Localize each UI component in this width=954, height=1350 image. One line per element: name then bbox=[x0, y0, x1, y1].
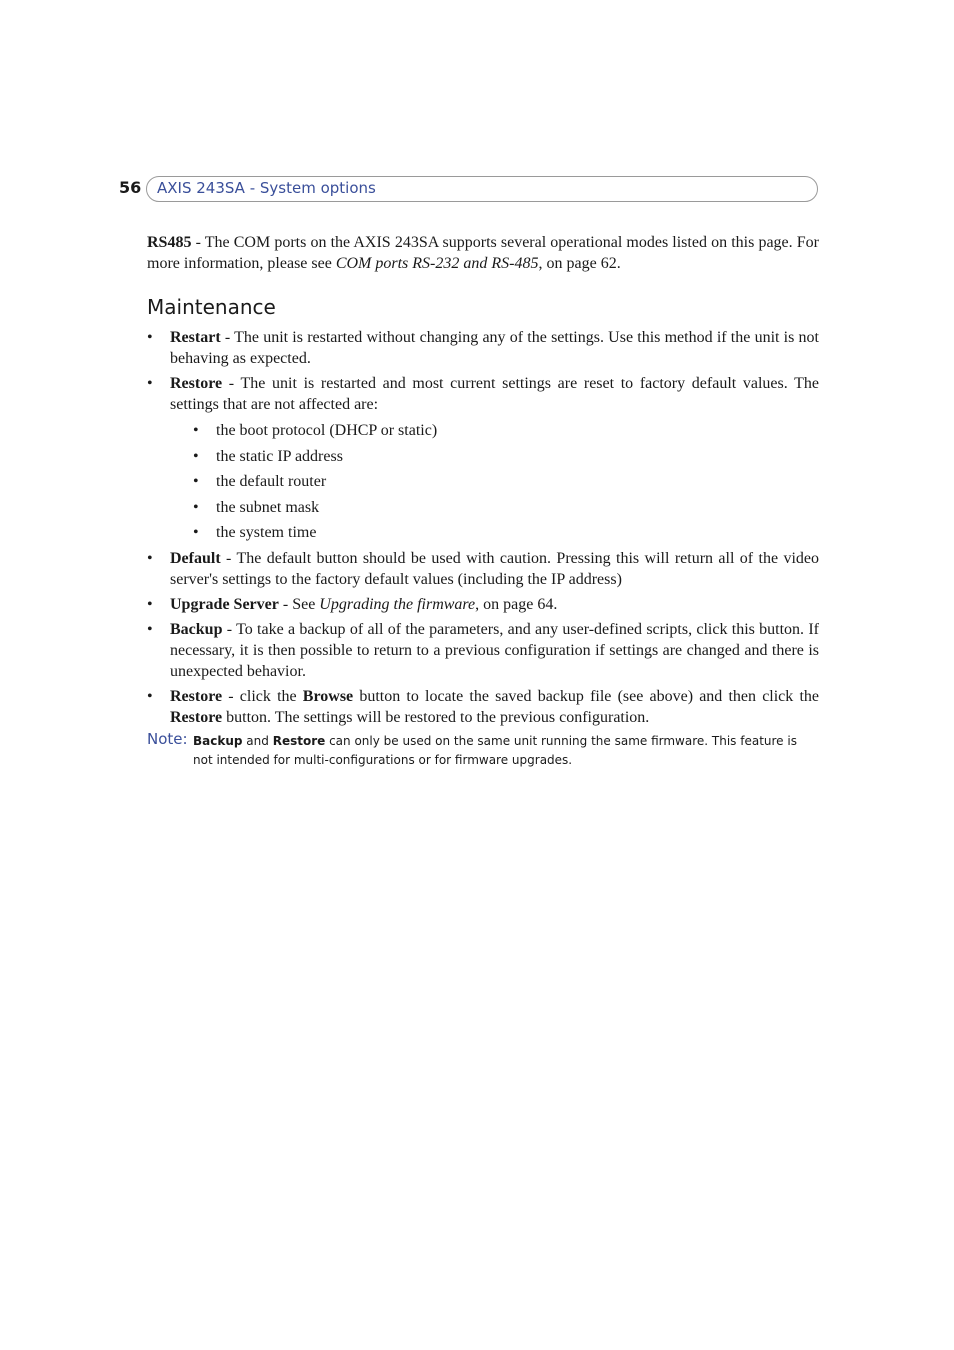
rs485-text: - The COM ports on the AXIS 243SA supports several operational modes listed on this page. For more information, please see bbox=[147, 234, 819, 272]
restore-backup-label: Restore bbox=[170, 687, 223, 705]
unaffected-settings-list bbox=[170, 420, 819, 543]
restore-defaults-text: - The unit is restarted and most current settings are reset to factory default values. The settings that are not affected are: bbox=[170, 375, 819, 413]
page-content bbox=[147, 232, 819, 770]
note-and: and bbox=[242, 733, 273, 748]
note-label: Note: bbox=[147, 729, 188, 748]
list-item: • the static IP address bbox=[193, 446, 819, 467]
com-ports-reference[interactable]: COM ports RS-232 and RS-485 bbox=[335, 255, 539, 272]
upgrading-firmware-reference[interactable]: Upgrading the firmware bbox=[319, 595, 476, 613]
restart-text: - The unit is restarted without changing any of the settings. Use this method if the unit is not behaving as expected. bbox=[170, 329, 819, 367]
list-item-default bbox=[147, 548, 819, 590]
page-number: 56 bbox=[119, 178, 142, 197]
header-title: AXIS 243SA - System options bbox=[157, 179, 376, 197]
section-heading-maintenance: Maintenance bbox=[147, 295, 276, 319]
browse-button-name: Browse bbox=[302, 687, 354, 705]
restore-backup-text: - click the bbox=[222, 687, 303, 705]
default-label: Default bbox=[170, 549, 221, 567]
rs485-label: RS485 bbox=[147, 234, 192, 251]
rs485-page-ref: , on page 62. bbox=[538, 255, 621, 272]
restore-button-name: Restore bbox=[170, 708, 223, 726]
list-item-backup bbox=[147, 619, 819, 682]
upgrade-server-label: Upgrade Server bbox=[170, 595, 279, 613]
note-restore: Restore bbox=[272, 733, 326, 748]
maintenance-list bbox=[147, 327, 819, 728]
backup-text: - To take a backup of all of the parameters, and any user-defined scripts, click this button. If necessary, it is then possible to return to a previous configuration if settings are changed and there is unexpected behavior. bbox=[170, 620, 819, 680]
list-item: • the default router bbox=[193, 471, 819, 492]
note-text: can only be used on the same unit running the same firmware. This feature is not intended for multi-configurations or for firmware upgrades. bbox=[193, 733, 797, 767]
backup-label: Backup bbox=[170, 620, 223, 638]
rs485-paragraph bbox=[147, 232, 819, 274]
list-item-restart bbox=[147, 327, 819, 369]
list-item-restore-backup bbox=[147, 686, 819, 728]
restore-backup-text-3: button. The settings will be restored to the previous configuration. bbox=[222, 708, 650, 726]
restore-backup-text-2: button to locate the saved backup file (see above) and then click the bbox=[353, 687, 819, 705]
default-text: - The default button should be used with caution. Pressing this will return all of the video server's settings to the factory default values (including the IP address) bbox=[170, 549, 819, 588]
note bbox=[147, 729, 819, 770]
upgrade-page-ref: , on page 64. bbox=[475, 595, 558, 613]
upgrade-text: - See bbox=[278, 595, 320, 613]
running-header bbox=[146, 176, 818, 202]
restart-label: Restart bbox=[170, 329, 221, 346]
list-item: • the system time bbox=[193, 522, 819, 543]
restore-defaults-label: Restore bbox=[170, 375, 223, 392]
list-item: • the boot protocol (DHCP or static) bbox=[193, 420, 819, 441]
list-item-upgrade-server bbox=[147, 594, 819, 615]
note-backup: Backup bbox=[193, 733, 243, 748]
list-item-restore-defaults bbox=[147, 373, 819, 543]
list-item: • the subnet mask bbox=[193, 497, 819, 518]
